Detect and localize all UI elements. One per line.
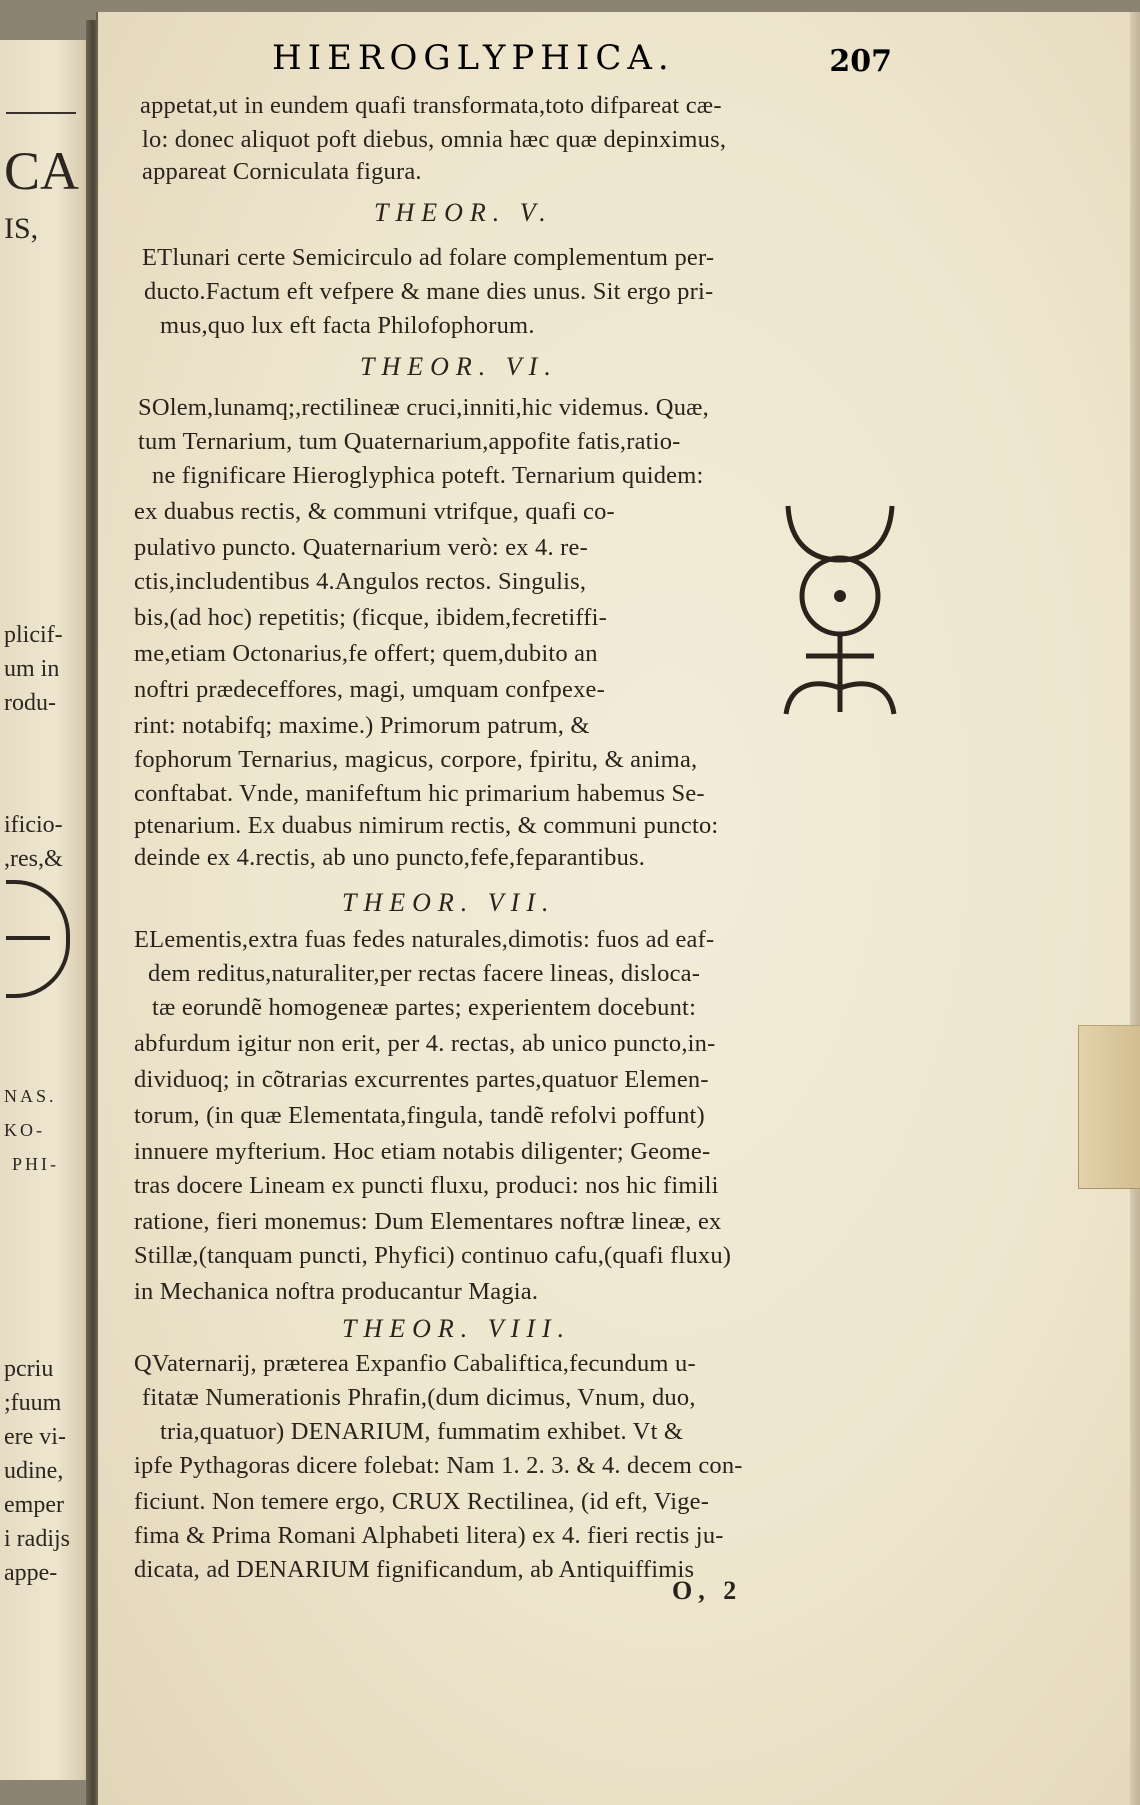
text-line: fima & Prima Romani Alphabeti litera) ex 4. fieri rectis ju- xyxy=(134,1522,724,1549)
theorem-title: THEOR. VIII. xyxy=(342,1314,572,1343)
text-line: appareat Corniculata figura. xyxy=(142,158,422,185)
text-line: me,etiam Octonarius,fe offert; quem,dubito an xyxy=(134,640,598,667)
text-line: torum, (in quæ Elementata,fingula, tandẽ refolvi poffunt) xyxy=(134,1102,705,1129)
ornament-line xyxy=(6,112,76,114)
text-line: dicata, ad DENARIUM fignificandum, ab Antiquiffimis xyxy=(134,1556,695,1583)
left-fragment: rodu- xyxy=(4,690,56,716)
theorem-title: THEOR. VII. xyxy=(342,888,556,917)
bookmark-tab xyxy=(1078,1025,1140,1189)
text-line: noftri prædeceffores, magi, umquam confpexe- xyxy=(134,676,605,703)
text-line: dem reditus,naturaliter,per rectas facere lineas, disloca- xyxy=(148,960,701,987)
text-line: ne fignificare Hieroglyphica poteft. Ternarium quidem: xyxy=(152,462,704,489)
text-line: ficiunt. Non temere ergo, CRUX Rectilinea, (id eft, Vige- xyxy=(134,1488,710,1515)
left-fragment: pcriu xyxy=(4,1356,54,1382)
monas-hieroglyphica-icon xyxy=(780,500,900,720)
text-line: bis,(ad hoc) repetitis; (ficque, ibidem,fecretiffi- xyxy=(134,604,608,631)
text-line: appetat,ut in eundem quafi transformata,toto difpareat cæ- xyxy=(140,92,722,119)
signature-mark: O, 2 xyxy=(672,1576,743,1605)
text-line: deinde ex 4.rectis, ab uno puncto,fefe,feparantibus. xyxy=(134,844,646,871)
left-fragment: CA xyxy=(4,141,80,201)
text-line: tras docere Lineam ex puncti fluxu, produci: nos hic fimili xyxy=(134,1172,719,1199)
text-line: Stillæ,(tanquam puncti, Phyfici) continuo cafu,(quafi fluxu) xyxy=(134,1242,732,1269)
text-line: pulativo puncto. Quaternarium verò: ex 4. re- xyxy=(134,534,588,561)
text-line: dividuoq; in cõtrarias excurrentes partes,quatuor Elemen- xyxy=(134,1066,709,1093)
left-fragment: ,res,& xyxy=(4,846,63,872)
theorem-title: THEOR. V. xyxy=(374,198,553,227)
text-line: abfurdum igitur non erit, per 4. rectas, ab unico puncto,in- xyxy=(134,1030,716,1057)
left-fragment: um in xyxy=(4,656,60,682)
running-head: HIEROGLYPHICA. xyxy=(272,38,675,78)
text-line: lo: donec aliquot poft diebus, omnia hæc quæ depinximus, xyxy=(142,126,727,153)
text-line: fophorum Ternarius, magicus, corpore, fpiritu, & anima, xyxy=(134,746,698,773)
text-line: ex duabus rectis, & communi vtrifque, quafi co- xyxy=(134,498,615,525)
left-fragment: ;fuum xyxy=(4,1390,62,1416)
text-line: ETlunari certe Semicirculo ad folare complementum per- xyxy=(142,244,715,271)
left-fragment: ificio- xyxy=(4,812,63,838)
left-fragment: PHI- xyxy=(12,1154,59,1174)
left-fragment: plicif- xyxy=(4,622,63,648)
text-line: ratione, fieri monemus: Dum Elementares noftræ lineæ, ex xyxy=(134,1208,722,1235)
text-line: ptenarium. Ex duabus nimirum rectis, & communi puncto: xyxy=(134,812,719,839)
text-line: mus,quo lux eft facta Philofophorum. xyxy=(160,312,535,339)
left-fragment: KO- xyxy=(4,1120,45,1140)
text-line: SOlem,lunamq;,rectilineæ cruci,inniti,hic videmus. Quæ, xyxy=(138,394,710,421)
text-line: tæ eorundẽ homogeneæ partes; experientem docebunt: xyxy=(152,994,697,1021)
text-line: rint: notabifq; maxime.) Primorum patrum, & xyxy=(134,712,590,739)
text-line: fitatæ Numerationis Phrafin,(dum dicimus, Vnum, duo, xyxy=(142,1384,696,1411)
text-line: tum Ternarium, tum Quaternarium,appofite fatis,ratio- xyxy=(138,428,681,455)
left-fragment: ere vi- xyxy=(4,1424,66,1450)
text-line: tria,quatuor) DENARIUM, fummatim exhibet. Vt & xyxy=(160,1418,684,1445)
theorem-title: THEOR. VI. xyxy=(360,352,558,381)
text-line: in Mechanica noftra producantur Magia. xyxy=(134,1278,539,1305)
text-line: ducto.Factum eft vefpere & mane dies unus. Sit ergo pri- xyxy=(144,278,714,305)
text-line: conftabat. Vnde, manifeftum hic primarium habemus Se- xyxy=(134,780,705,807)
text-line: ctis,includentibus 4.Angulos rectos. Singulis, xyxy=(134,568,587,595)
left-fragment: IS, xyxy=(4,212,39,245)
left-fragment: emper xyxy=(4,1492,64,1518)
page-header xyxy=(272,38,892,88)
left-fragment: NAS. xyxy=(4,1086,57,1106)
text-line: ELementis,extra fuas fedes naturales,dimotis: fuos ad eaf- xyxy=(134,926,715,953)
page-number: 207 xyxy=(829,44,892,79)
page-edge xyxy=(1130,12,1140,1805)
left-fragment: i radijs xyxy=(4,1526,70,1552)
left-fragment: udine, xyxy=(4,1458,64,1484)
left-fragment: appe- xyxy=(4,1560,58,1586)
text-line: innuere myfterium. Hoc etiam notabis diligenter; Geome- xyxy=(134,1138,711,1165)
text-line: QVaternarij, præterea Expanfio Cabaliftica,fecundum u- xyxy=(134,1350,696,1377)
text-line: ipfe Pythagoras dicere folebat: Nam 1. 2. 3. & 4. decem con- xyxy=(134,1452,743,1479)
